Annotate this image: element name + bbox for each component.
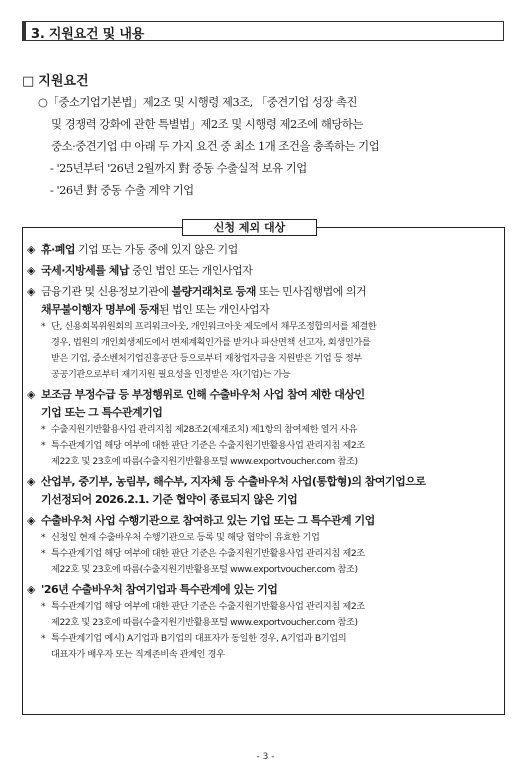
note-line: 특수관계기업 해당 여부에 대한 판단 기준은 수출지원기반활용사업 관리지침 제2조	[51, 601, 365, 612]
condition-item: - '25년부터 '26년 2월까지 對 중동 수출실적 보유 기업	[50, 161, 307, 175]
emphasis-text: 기업 또는 그 특수관계기업	[41, 406, 163, 419]
emphasis-text: 국세·지방세를 체납	[41, 264, 130, 277]
note-line: 대표자가 배우자 또는 직계존비속 관계인 경우	[51, 649, 225, 660]
page-number: - 3 -	[256, 752, 275, 762]
item-note	[27, 422, 499, 438]
asterisk-marker: *	[41, 321, 46, 332]
section-title: 3. 지원요건 및 내용	[31, 27, 145, 42]
note-line: 단, 신용회복위원회의 프리워크아웃, 개인워크아웃 제도에서 채무조정합의서를 체결한	[51, 321, 377, 332]
intro-line: 중소·중견기업 中 아래 두 가지 요건 중 최소 1개 조건을 충족하는 기업	[51, 139, 380, 153]
asterisk-marker: *	[41, 601, 46, 612]
item-note	[27, 599, 499, 631]
note-line: 수출지원기반활용사업 관리지침 제28조2(제재조치) 제1항의 참여제한 열거 사유	[51, 424, 358, 435]
diamond-bullet-icon: ◈	[27, 475, 35, 488]
diamond-bullet-icon: ◈	[27, 243, 35, 256]
excluded-item	[27, 262, 499, 280]
emphasis-text: 채무불이행자 명부에 등재	[41, 303, 160, 316]
excluded-item-line	[41, 473, 499, 491]
excluded-item-line	[41, 283, 499, 301]
condition-item: - '26년 對 중동 수출 계약 기업	[50, 183, 194, 197]
item-note	[27, 438, 499, 470]
note-line: 신청일 현재 수출바우처 수행기관으로 등록 및 해당 협약이 유효한 기업	[51, 532, 320, 543]
item-text: 된 법인 또는 개인사업자	[159, 303, 270, 316]
item-note	[27, 319, 499, 383]
item-spacer	[27, 663, 499, 666]
requirements-paragraph	[38, 91, 512, 201]
note-line: 특수관계기업 해당 여부에 대한 판단 기준은 수출지원기반활용사업 관리지침 제2조	[51, 548, 365, 559]
emphasis-text: 휴·폐업	[41, 243, 76, 256]
item-text: 기업 또는 가동 중에 있지 않은 기업	[75, 243, 238, 256]
emphasis-text: 불량거래처로 등재	[171, 285, 256, 298]
requirements-heading-text: 지원요건	[38, 74, 89, 89]
diamond-bullet-icon: ◈	[27, 285, 35, 298]
requirements-heading	[22, 70, 89, 89]
excluded-item	[27, 283, 499, 319]
note-line: 특수관계기업 예시) A기업과 B기업의 대표자가 동일한 경우, A기업과 B기업의	[51, 633, 347, 644]
excluded-item-line	[41, 404, 499, 422]
excluded-item-line	[41, 581, 499, 599]
diamond-bullet-icon: ◈	[27, 514, 35, 527]
excluded-item-line	[41, 301, 499, 319]
excluded-item	[27, 241, 499, 259]
excluded-item	[27, 473, 499, 509]
intro-line: ○「중소기업기본법」제2조 및 시행령 제3조, 「중견기업 성장 촉진	[38, 95, 358, 109]
note-line: 특수관계기업 해당 여부에 대한 판단 기준은 수출지원기반활용사업 관리지침 제2조	[51, 440, 365, 451]
note-line: 경우, 법원의 개인회생제도에서 변제계획인가를 받거나 파산면책 선고자, 회생인가를	[51, 337, 371, 348]
intro-line: 및 경쟁력 강화에 관한 특별법」제2조 및 시행령 제2조에 해당하는	[51, 117, 363, 131]
excluded-title: 신청 제외 대상	[182, 219, 317, 236]
diamond-bullet-icon: ◈	[27, 388, 35, 401]
note-line: 공공기관으로부터 재기지원 필요성을 인정받은 자(기업)는 가능	[51, 369, 291, 380]
note-line: 받은 기업, 중소벤처기업진흥공단 등으로부터 재창업자금을 지원받은 기업 등 정부	[51, 353, 362, 364]
excluded-item-line	[41, 491, 499, 509]
asterisk-marker: *	[41, 633, 46, 644]
emphasis-text: 기선정되어 2026.2.1. 기준 협약이 종료되지 않은 기업	[41, 493, 298, 506]
item-note	[27, 631, 499, 663]
emphasis-text: 수출바우처 사업 수행기관으로 참여하고 있는 기업 또는 그 특수관계 기업	[41, 514, 375, 527]
asterisk-marker: *	[41, 440, 46, 451]
diamond-bullet-icon: ◈	[27, 583, 35, 596]
asterisk-marker: *	[41, 532, 46, 543]
item-text: 금융기관 및 신용정보기관에	[41, 285, 172, 298]
emphasis-text: 보조금 부정수급 등 부정행위로 인해 수출바우처 사업 참여 제한 대상인	[41, 388, 365, 401]
emphasis-text: '26년 수출바우처 참여기업과 특수관계에 있는 기업	[41, 583, 278, 596]
excluded-item-line	[41, 262, 499, 280]
excluded-items-list	[27, 241, 499, 666]
asterisk-marker: *	[41, 424, 46, 435]
note-line: 제22호 및 23호에 따름(수출지원기반활용포털 www.exportvoucher.com 참조)	[51, 617, 358, 628]
note-line: 제22호 및 23호에 따름(수출지원기반활용포털 www.exportvoucher.com 참조)	[51, 456, 358, 467]
item-text: 또는 민사집행법에 의거	[255, 285, 367, 298]
excluded-item-line	[41, 386, 499, 404]
excluded-item-line	[41, 241, 499, 259]
excluded-item	[27, 512, 499, 530]
excluded-item	[27, 581, 499, 599]
excluded-item-line	[41, 512, 499, 530]
diamond-bullet-icon: ◈	[27, 264, 35, 277]
heading-square-marker: □	[22, 74, 35, 89]
emphasis-text: 산업부, 중기부, 농림부, 해수부, 지자체 등 수출바우처 사업(통합형)의 참여기업으로	[41, 475, 426, 488]
item-note	[27, 546, 499, 578]
asterisk-marker: *	[41, 548, 46, 559]
excluded-item	[27, 386, 499, 422]
note-line: 제22호 및 23호에 따름(수출지원기반활용포털 www.exportvoucher.com 참조)	[51, 564, 358, 575]
item-text: 중인 법인 또는 개인사업자	[129, 264, 253, 277]
item-note	[27, 530, 499, 546]
